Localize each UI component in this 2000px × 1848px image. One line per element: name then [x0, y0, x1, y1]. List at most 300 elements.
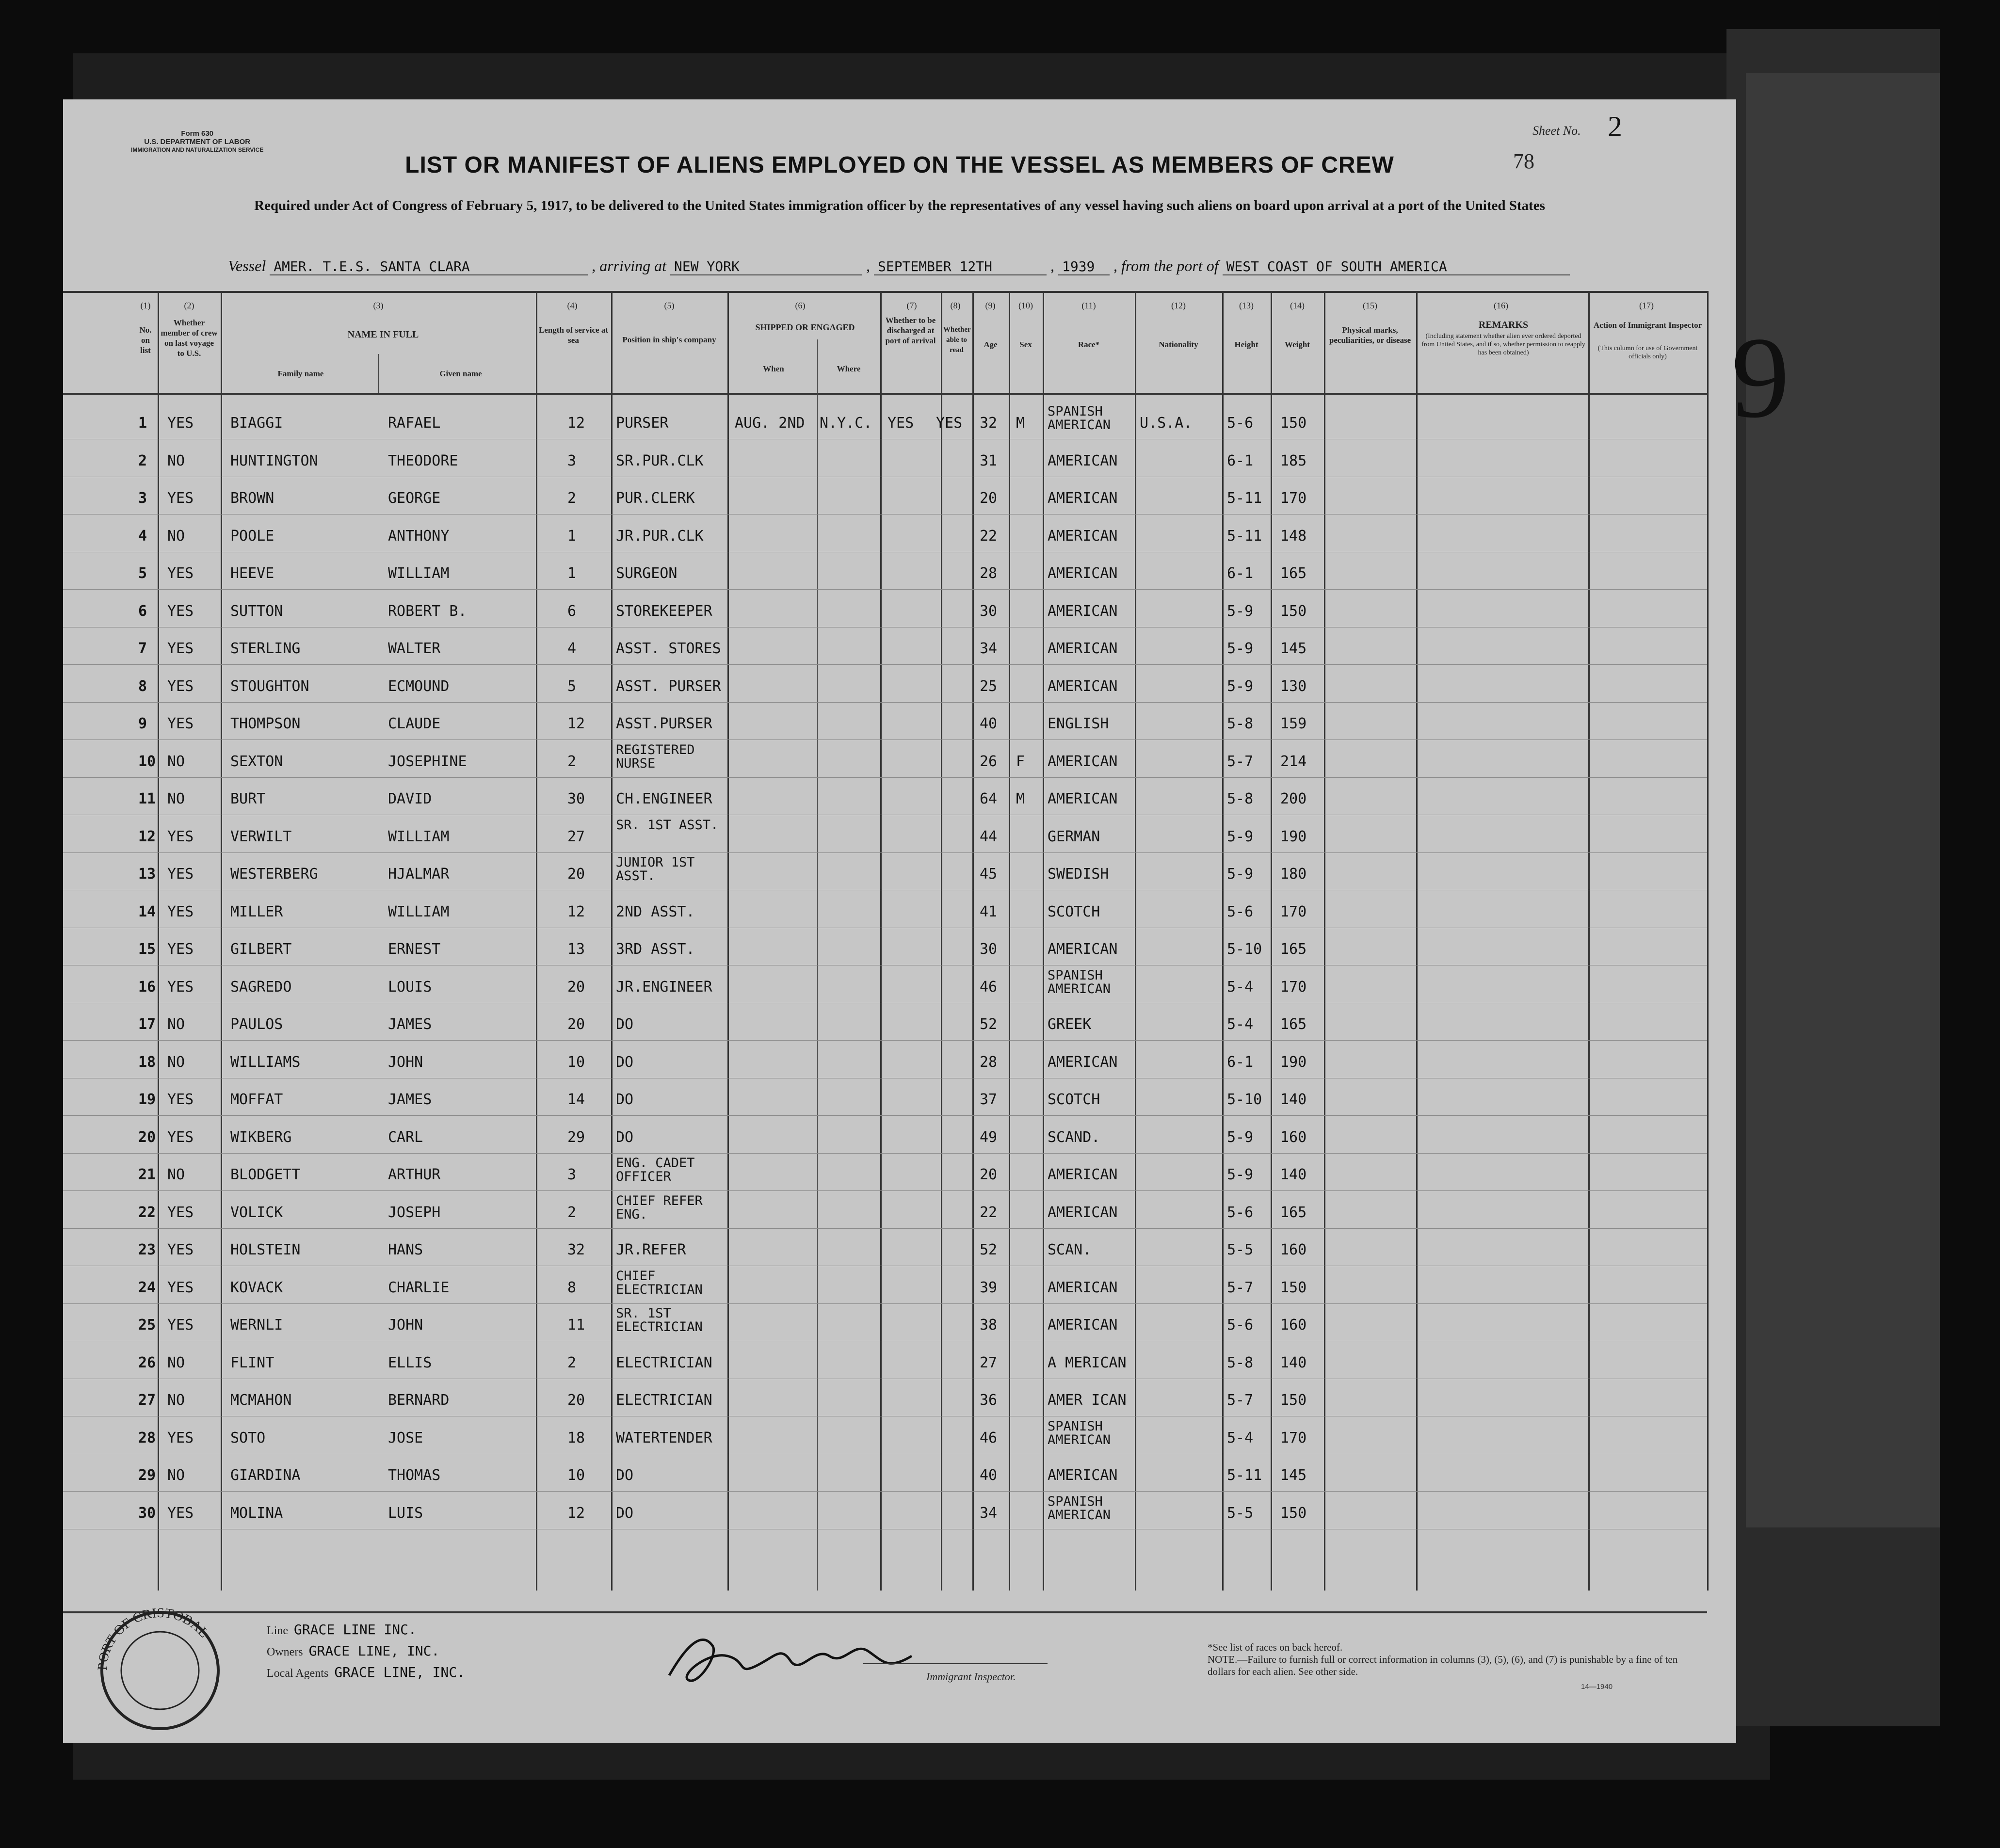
vessel-line: Vessel AMER. T.E.S. SANTA CLARA , arriving at NEW YORK , SEPTEMBER 12TH , 1939 , from the port of WEST COAST OF SOUTH AMERICA [228, 257, 1570, 275]
cell-nationality: U.S.A. [1140, 415, 1193, 432]
cell-position: SURGEON [616, 565, 677, 582]
cell-family: WIKBERG [230, 1128, 292, 1146]
cell-age: 37 [980, 1091, 998, 1108]
cell-age: 30 [980, 602, 998, 620]
cell-height: 5-7 [1227, 1392, 1254, 1409]
cell-position: JR.REFER [616, 1241, 686, 1258]
line-value: GRACE LINE INC. [293, 1622, 417, 1638]
cell-weight: 140 [1280, 1354, 1307, 1371]
cell-position: PUR.CLERK [616, 490, 695, 507]
cell-age: 25 [980, 677, 998, 695]
cell-family: BROWN [230, 490, 274, 507]
cell-height: 5-10 [1227, 941, 1262, 958]
table-row [63, 1420, 1707, 1455]
table-row [63, 405, 1707, 440]
department: U.S. DEPARTMENT OF LABOR [144, 138, 251, 146]
cell-position: CHIEF REFER ENG. [616, 1193, 703, 1222]
cell-age: 52 [980, 1016, 998, 1033]
cell-no: 16 [138, 978, 156, 996]
table-row [63, 668, 1707, 703]
cell-length: 5 [567, 677, 577, 695]
cell-position: JUNIOR 1ST ASST. [616, 855, 695, 884]
cell-member: YES [167, 602, 194, 620]
cell-member: NO [167, 1053, 185, 1071]
cell-position: SR. 1ST ASST. [616, 817, 719, 833]
cell-height: 5-9 [1227, 602, 1254, 620]
table-row [63, 1307, 1707, 1342]
cell-weight: 160 [1280, 1317, 1307, 1334]
cell-given: THEODORE [388, 452, 458, 469]
cell-no: 29 [138, 1467, 156, 1484]
cell-length: 20 [567, 1392, 585, 1409]
table-row [63, 1457, 1707, 1492]
cell-race: SCAN. [1048, 1241, 1092, 1258]
cell-weight: 145 [1280, 640, 1307, 657]
table-row [63, 743, 1707, 778]
cell-member: YES [167, 677, 194, 695]
crew-table [63, 291, 1736, 1591]
cell-sex: M [1016, 415, 1025, 432]
cell-family: SUTTON [230, 602, 283, 620]
cell-member: YES [167, 640, 194, 657]
cell-length: 14 [567, 1091, 585, 1108]
cell-height: 5-9 [1227, 640, 1254, 657]
col-num-14: (14) [1290, 301, 1305, 310]
cell-length: 13 [567, 941, 585, 958]
cell-position: DO [616, 1467, 634, 1484]
cell-no: 18 [138, 1053, 156, 1071]
cell-member: YES [167, 565, 194, 582]
cell-no: 20 [138, 1128, 156, 1146]
cell-height: 5-6 [1227, 415, 1254, 432]
col-num-11: (11) [1081, 301, 1096, 310]
cell-weight: 165 [1280, 941, 1307, 958]
cell-family: SOTO [230, 1429, 266, 1446]
col-length: Length of service at sea [538, 325, 609, 345]
cell-race: SWEDISH [1048, 866, 1109, 883]
cell-height: 5-9 [1227, 828, 1254, 845]
cell-member: NO [167, 452, 185, 469]
cell-age: 46 [980, 978, 998, 996]
form-number: Form 630 [181, 129, 214, 138]
cell-position: STOREKEEPER [616, 602, 712, 620]
cell-family: WILLIAMS [230, 1053, 301, 1071]
cell-race: GREEK [1048, 1016, 1092, 1033]
cell-weight: 170 [1280, 903, 1307, 920]
cell-weight: 150 [1280, 602, 1307, 620]
col-num-2: (2) [184, 301, 194, 310]
cell-given: LOUIS [388, 978, 432, 996]
cell-race: SPANISH AMERICAN [1048, 967, 1111, 996]
cell-family: MOFFAT [230, 1091, 283, 1108]
cell-family: HOLSTEIN [230, 1241, 301, 1258]
cell-family: STERLING [230, 640, 301, 657]
cell-member: NO [167, 1166, 185, 1183]
cell-family: GILBERT [230, 941, 292, 958]
col-num-9: (9) [985, 301, 996, 310]
cell-position: ENG. CADET OFFICER [616, 1156, 695, 1184]
cell-family: WERNLI [230, 1317, 283, 1334]
cell-position: CH.ENGINEER [616, 790, 712, 807]
cell-weight: 170 [1280, 978, 1307, 996]
cell-length: 20 [567, 866, 585, 883]
cell-weight: 170 [1280, 1429, 1307, 1446]
cell-given: WILLIAM [388, 828, 450, 845]
cell-sex: F [1016, 753, 1025, 770]
cell-member: YES [167, 1429, 194, 1446]
cell-height: 5-8 [1227, 715, 1254, 732]
col-age: Age [984, 340, 998, 349]
cell-given: CLAUDE [388, 715, 441, 732]
cell-length: 20 [567, 1016, 585, 1033]
cell-member: YES [167, 415, 194, 432]
cell-no: 27 [138, 1392, 156, 1409]
from-label: , from the port of [1113, 257, 1219, 274]
cell-age: 36 [980, 1392, 998, 1409]
cell-age: 31 [980, 452, 998, 469]
cell-given: HJALMAR [388, 866, 450, 883]
cell-age: 30 [980, 941, 998, 958]
cell-given: ELLIS [388, 1354, 432, 1371]
col-position: Position in ship's company [622, 335, 716, 344]
cell-member: YES [167, 1128, 194, 1146]
col-num-12: (12) [1171, 301, 1186, 310]
cell-family: WESTERBERG [230, 866, 318, 883]
stamp-text: PORT OF CRISTOBAL [95, 1605, 212, 1671]
owners-value: GRACE LINE, INC. [308, 1643, 440, 1659]
cell-age: 49 [980, 1128, 998, 1146]
cell-weight: 180 [1280, 866, 1307, 883]
cell-family: MCMAHON [230, 1392, 292, 1409]
cell-no: 9 [138, 715, 147, 732]
cell-weight: 130 [1280, 677, 1307, 695]
cell-age: 20 [980, 490, 998, 507]
cell-length: 12 [567, 715, 585, 732]
cell-family: THOMPSON [230, 715, 301, 732]
cell-given: CARL [388, 1128, 423, 1146]
cell-length: 2 [567, 1204, 577, 1221]
cell-weight: 148 [1280, 527, 1307, 545]
cell-given: BERNARD [388, 1392, 450, 1409]
cell-length: 27 [567, 828, 585, 845]
cell-length: 1 [567, 527, 577, 545]
table-row [63, 1044, 1707, 1079]
cell-given: ECMOUND [388, 677, 450, 695]
col-num-13: (13) [1239, 301, 1254, 310]
table-row [63, 969, 1707, 1004]
table-row [63, 1495, 1707, 1530]
cell-height: 6-1 [1227, 452, 1254, 469]
cell-length: 30 [567, 790, 585, 807]
cell-height: 5-10 [1227, 1091, 1262, 1108]
cell-no: 2 [138, 452, 147, 469]
cell-family: VERWILT [230, 828, 292, 845]
cell-age: 40 [980, 715, 998, 732]
cell-position: DO [616, 1504, 634, 1522]
cell-member: NO [167, 527, 185, 545]
cell-height: 5-6 [1227, 1204, 1254, 1221]
arrival-date: SEPTEMBER 12TH [874, 258, 1047, 275]
cell-no: 24 [138, 1279, 156, 1296]
cell-age: 52 [980, 1241, 998, 1258]
cell-age: 28 [980, 565, 998, 582]
from-port: WEST COAST OF SOUTH AMERICA [1223, 258, 1570, 275]
cell-family: MOLINA [230, 1504, 283, 1522]
cell-position: 2ND ASST. [616, 903, 695, 920]
cell-race: GERMAN [1048, 828, 1100, 845]
cell-given: WILLIAM [388, 565, 450, 582]
cell-height: 5-9 [1227, 677, 1254, 695]
cell-age: 32 [980, 415, 998, 432]
arriving-port: NEW YORK [670, 258, 862, 275]
col-weight: Weight [1285, 340, 1310, 349]
cell-given: WALTER [388, 640, 441, 657]
table-row [63, 819, 1707, 853]
col-family: Family name [277, 369, 324, 378]
cell-race: AMERICAN [1048, 602, 1118, 620]
cell-member: YES [167, 490, 194, 507]
cell-position: DO [616, 1016, 634, 1033]
cell-no: 23 [138, 1241, 156, 1258]
cell-position: REGISTERED NURSE [616, 742, 695, 771]
cell-position: ELECTRICIAN [616, 1354, 712, 1371]
cell-given: WILLIAM [388, 903, 450, 920]
cell-member: YES [167, 1241, 194, 1258]
cell-race: AMERICAN [1048, 1204, 1118, 1221]
col-num-3: (3) [373, 301, 384, 310]
col-discharged: Whether to be discharged at port of arrival [885, 316, 936, 345]
cell-weight: 150 [1280, 415, 1307, 432]
cell-weight: 160 [1280, 1128, 1307, 1146]
cell-race: AMERICAN [1048, 452, 1118, 469]
cell-member: YES [167, 1317, 194, 1334]
cell-height: 5-11 [1227, 490, 1262, 507]
cell-no: 3 [138, 490, 147, 507]
cell-no: 1 [138, 415, 147, 432]
cell-length: 6 [567, 602, 577, 620]
cell-given: HANS [388, 1241, 423, 1258]
table-row [63, 1232, 1707, 1267]
cell-given: ROBERT B. [388, 602, 467, 620]
cell-length: 12 [567, 415, 585, 432]
cell-family: HEEVE [230, 565, 274, 582]
form-code: 14—1940 [1581, 1683, 1613, 1691]
cell-height: 5-4 [1227, 1016, 1254, 1033]
cell-where: N.Y.C. [820, 415, 872, 432]
sheet-number: 2 [1608, 111, 1622, 143]
cell-family: STOUGHTON [230, 677, 309, 695]
cell-given: RAFAEL [388, 415, 441, 432]
cell-age: 22 [980, 527, 998, 545]
cell-no: 30 [138, 1504, 156, 1522]
cell-position: ASST.PURSER [616, 715, 712, 732]
table-row [63, 1382, 1707, 1417]
cell-weight: 170 [1280, 490, 1307, 507]
cell-position: CHIEF ELECTRICIAN [616, 1268, 703, 1297]
cell-length: 1 [567, 565, 577, 582]
cell-member: YES [167, 866, 194, 883]
cell-member: NO [167, 753, 185, 770]
cell-race: AMERICAN [1048, 640, 1118, 657]
arrival-year: 1939 [1058, 258, 1110, 275]
cell-race: AMERICAN [1048, 1166, 1118, 1183]
col-num-4: (4) [567, 301, 578, 310]
cell-age: 26 [980, 753, 998, 770]
cell-race: AMERICAN [1048, 527, 1118, 545]
cell-family: HUNTINGTON [230, 452, 318, 469]
cell-length: 32 [567, 1241, 585, 1258]
cell-given: JOSEPHINE [388, 753, 467, 770]
cell-weight: 165 [1280, 1204, 1307, 1221]
cell-length: 18 [567, 1429, 585, 1446]
cell-no: 28 [138, 1429, 156, 1446]
cell-height: 5-11 [1227, 527, 1262, 545]
arriving-label: , arriving at [592, 257, 666, 274]
cell-length: 2 [567, 1354, 577, 1371]
cell-family: BIAGGI [230, 415, 283, 432]
cell-position: DO [616, 1128, 634, 1146]
cell-age: 45 [980, 866, 998, 883]
footer-owners [267, 1620, 465, 1684]
table-row [63, 781, 1707, 816]
cell-member: YES [167, 828, 194, 845]
cell-race: ENGLISH [1048, 715, 1109, 732]
cell-weight: 140 [1280, 1091, 1307, 1108]
cell-race: AMERICAN [1048, 1317, 1118, 1334]
cell-given: ARTHUR [388, 1166, 441, 1183]
cell-position: PURSER [616, 415, 669, 432]
cell-age: 27 [980, 1354, 998, 1371]
cell-length: 10 [567, 1467, 585, 1484]
col-num-16: (16) [1494, 301, 1508, 310]
cell-age: 20 [980, 1166, 998, 1183]
cell-height: 5-7 [1227, 753, 1254, 770]
cell-member: NO [167, 1354, 185, 1371]
cell-given: JAMES [388, 1091, 432, 1108]
cell-family: VOLICK [230, 1204, 283, 1221]
cell-given: JOHN [388, 1053, 423, 1071]
col-sex: Sex [1019, 340, 1032, 349]
cell-sex: M [1016, 790, 1025, 807]
cell-position: SR. 1ST ELECTRICIAN [616, 1306, 703, 1334]
cell-length: 8 [567, 1279, 577, 1296]
table-row [63, 931, 1707, 966]
cell-race: SCOTCH [1048, 1091, 1100, 1108]
cell-race: SCOTCH [1048, 903, 1100, 920]
cell-given: JAMES [388, 1016, 432, 1033]
col-name: NAME IN FULL [347, 329, 419, 340]
cell-height: 5-8 [1227, 1354, 1254, 1371]
cell-race: AMERICAN [1048, 1279, 1118, 1296]
page-subtitle: Required under Act of Congress of February 5, 1917, to be delivered to the United States immigration officer by the representatives of any vessel having such aliens on board upon arrival at a port of the United States [254, 198, 1545, 213]
cell-age: 41 [980, 903, 998, 920]
cell-position: SR.PUR.CLK [616, 452, 704, 469]
cell-no: 7 [138, 640, 147, 657]
cell-member: YES [167, 715, 194, 732]
cell-age: 39 [980, 1279, 998, 1296]
cell-race: AMERICAN [1048, 790, 1118, 807]
table-row [63, 894, 1707, 929]
cell-no: 8 [138, 677, 147, 695]
cell-weight: 150 [1280, 1392, 1307, 1409]
cell-weight: 190 [1280, 1053, 1307, 1071]
cell-race: SPANISH AMERICAN [1048, 404, 1111, 433]
cell-given: ERNEST [388, 941, 441, 958]
cell-weight: 140 [1280, 1166, 1307, 1183]
cell-length: 29 [567, 1128, 585, 1146]
service: IMMIGRATION AND NATURALIZATION SERVICE [131, 146, 264, 153]
cell-weight: 150 [1280, 1504, 1307, 1522]
cell-family: POOLE [230, 527, 274, 545]
cell-no: 5 [138, 565, 147, 582]
cell-age: 28 [980, 1053, 998, 1071]
cell-height: 5-5 [1227, 1241, 1254, 1258]
cell-no: 17 [138, 1016, 156, 1033]
cell-age: 38 [980, 1317, 998, 1334]
col-num-5: (5) [664, 301, 675, 310]
page-title: LIST OR MANIFEST OF ALIENS EMPLOYED ON THE VESSEL AS MEMBERS OF CREW [405, 152, 1394, 178]
cell-read: YES [936, 415, 963, 432]
cell-member: YES [167, 978, 194, 996]
cell-age: 46 [980, 1429, 998, 1446]
cell-no: 22 [138, 1204, 156, 1221]
cell-position: ASST. PURSER [616, 677, 721, 695]
races-note: *See list of races on back hereof. [1208, 1641, 1343, 1653]
cell-no: 19 [138, 1091, 156, 1108]
cell-length: 12 [567, 903, 585, 920]
cell-height: 5-9 [1227, 1128, 1254, 1146]
cell-position: ELECTRICIAN [616, 1392, 712, 1409]
cell-member: NO [167, 1016, 185, 1033]
col-num-7: (7) [906, 301, 917, 310]
cell-no: 12 [138, 828, 156, 845]
table-row [63, 630, 1707, 665]
cell-member: YES [167, 1279, 194, 1296]
cell-given: GEORGE [388, 490, 441, 507]
table-row [63, 1345, 1707, 1380]
cell-given: THOMAS [388, 1467, 441, 1484]
cell-no: 15 [138, 941, 156, 958]
cell-no: 14 [138, 903, 156, 920]
cell-no: 6 [138, 602, 147, 620]
cell-race: SPANISH AMERICAN [1048, 1418, 1111, 1447]
agents-label: Local Agents [267, 1667, 329, 1680]
col-marks: Physical marks, peculiarities, or disease [1329, 325, 1411, 345]
cell-no: 11 [138, 790, 156, 807]
cell-age: 34 [980, 1504, 998, 1522]
cell-race: AMERICAN [1048, 1053, 1118, 1071]
cell-age: 22 [980, 1204, 998, 1221]
cell-family: SAGREDO [230, 978, 292, 996]
cell-length: 3 [567, 452, 577, 469]
cell-given: JOSEPH [388, 1204, 441, 1221]
cell-no: 21 [138, 1166, 156, 1183]
cell-no: 4 [138, 527, 147, 545]
col-where: Where [837, 364, 861, 373]
cell-length: 2 [567, 490, 577, 507]
cell-weight: 159 [1280, 715, 1307, 732]
col-num-6: (6) [795, 301, 806, 310]
col-height: Height [1234, 340, 1258, 349]
cell-discharged: YES [887, 415, 914, 432]
line-label: Line [267, 1624, 288, 1637]
cell-weight: 150 [1280, 1279, 1307, 1296]
cell-given: JOSE [388, 1429, 423, 1446]
cell-race: AMERICAN [1048, 753, 1118, 770]
cell-member: YES [167, 1091, 194, 1108]
cell-race: AMERICAN [1048, 941, 1118, 958]
cell-weight: 165 [1280, 565, 1307, 582]
